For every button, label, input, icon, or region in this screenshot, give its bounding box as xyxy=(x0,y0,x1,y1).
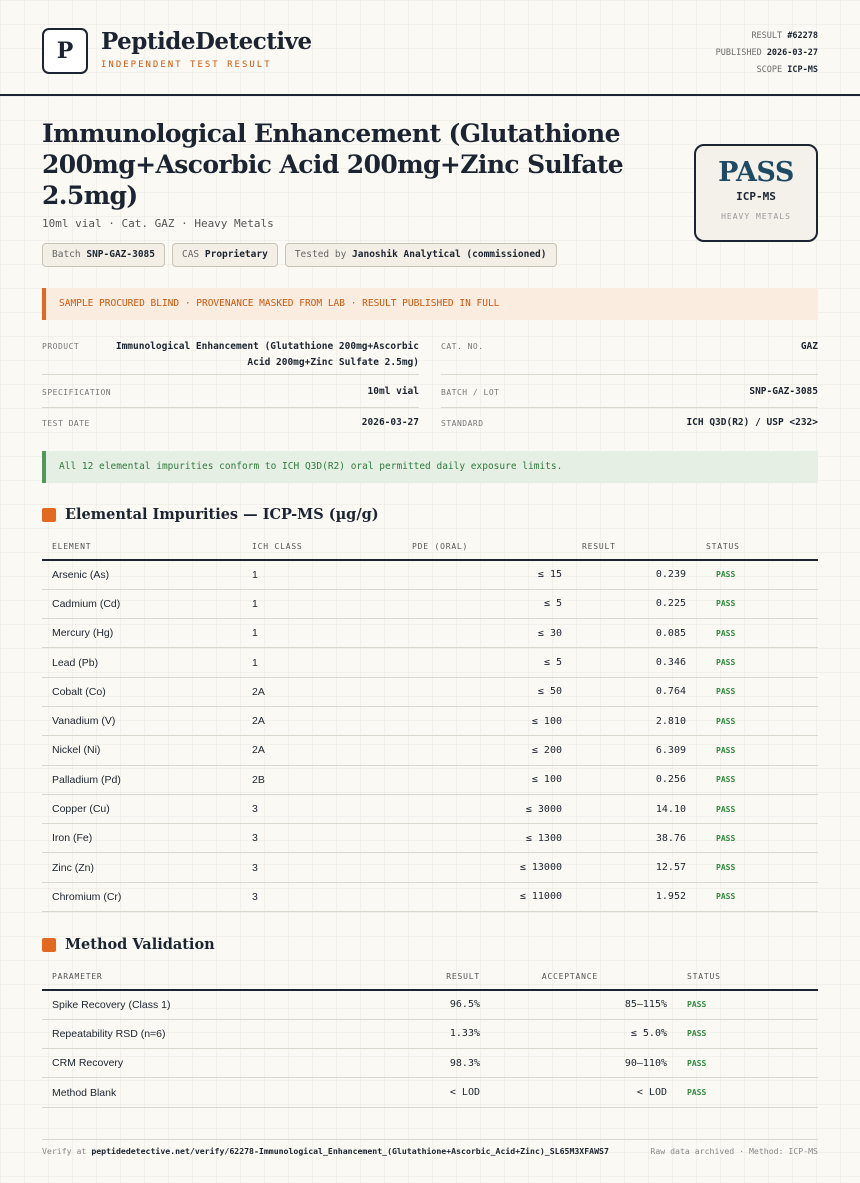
result-value: 0.085 xyxy=(572,619,696,648)
result-value: 2.810 xyxy=(572,706,696,735)
parameter-name: Repeatability RSD (n=6) xyxy=(42,1019,369,1048)
status-badge: PASS xyxy=(696,648,818,677)
element-name: Arsenic (As) xyxy=(42,560,242,589)
col-pde: PDE (ORAL) xyxy=(402,534,572,560)
acceptance-range: 85–115% xyxy=(490,990,677,1019)
pde-limit: ≤ 1300 xyxy=(402,824,572,853)
col-parameter: PARAMETER xyxy=(42,964,369,990)
ich-class: 2A xyxy=(242,706,402,735)
conformance-notice: All 12 elemental impurities conform to ICH Q3D(R2) oral permitted daily exposure limits. xyxy=(42,451,818,483)
table-row xyxy=(42,560,818,589)
pde-limit: ≤ 100 xyxy=(402,706,572,735)
element-name: Vanadium (V) xyxy=(42,706,242,735)
element-name: Mercury (Hg) xyxy=(42,619,242,648)
table-row xyxy=(42,1019,818,1048)
info-batch-lot: BATCH / LOT SNP-GAZ-3085 xyxy=(441,384,818,408)
meta-published: PUBLISHED 2026-03-27 xyxy=(715,48,818,58)
pde-limit: ≤ 3000 xyxy=(402,794,572,823)
table-row xyxy=(42,736,818,765)
info-test-date: TEST DATE 2026-03-27 xyxy=(42,417,419,428)
status-badge: PASS xyxy=(696,619,818,648)
ich-class: 3 xyxy=(242,853,402,882)
ich-class: 1 xyxy=(242,619,402,648)
acceptance-range: < LOD xyxy=(490,1078,677,1107)
result-value: 0.346 xyxy=(572,648,696,677)
page-subtitle: 10ml vial · Cat. GAZ · Heavy Metals xyxy=(42,217,274,230)
meta-scope: SCOPE ICP-MS xyxy=(756,65,818,75)
parameter-name: CRM Recovery xyxy=(42,1049,369,1078)
badge-method: ICP-MS xyxy=(736,190,776,203)
badge-result: PASS xyxy=(718,157,794,188)
status-badge: PASS xyxy=(696,853,818,882)
element-name: Iron (Fe) xyxy=(42,824,242,853)
acceptance-range: 90–110% xyxy=(490,1049,677,1078)
header xyxy=(0,0,860,96)
table-row xyxy=(42,648,818,677)
verify-link[interactable]: peptidedetective.net/verify/62278-Immunological_Enhancement_(Glutathione+Ascorbic_Acid+Zinc)_SL65M3XFAWS7 xyxy=(91,1146,609,1156)
status-badge: PASS xyxy=(696,589,818,618)
verify-line: Verify at peptidedetective.net/verify/62278-Immunological_Enhancement_(Glutathione+Ascorbic_Acid+Zinc)_SL65M3XFAWS7 xyxy=(42,1146,609,1156)
element-name: Copper (Cu) xyxy=(42,794,242,823)
section-marker-icon xyxy=(42,508,56,522)
result-value: 0.239 xyxy=(572,560,696,589)
status-badge: PASS xyxy=(696,765,818,794)
table-row xyxy=(42,589,818,618)
section-marker-icon xyxy=(42,938,56,952)
result-value: 6.309 xyxy=(572,736,696,765)
archive-note: Raw data archived · Method: ICP-MS xyxy=(650,1146,818,1156)
meta-result: RESULT #62278 xyxy=(751,31,818,41)
col-result: RESULT xyxy=(572,534,696,560)
ich-class: 2A xyxy=(242,736,402,765)
table-row xyxy=(42,824,818,853)
pde-limit: ≤ 5 xyxy=(402,589,572,618)
pde-limit: ≤ 13000 xyxy=(402,853,572,882)
validation-result: < LOD xyxy=(369,1078,490,1107)
blind-notice: SAMPLE PROCURED BLIND · PROVENANCE MASKED FROM LAB · RESULT PUBLISHED IN FULL xyxy=(42,288,818,320)
info-standard: STANDARD ICH Q3D(R2) / USP <232> xyxy=(441,417,818,428)
table-row xyxy=(42,882,818,911)
result-value: 1.952 xyxy=(572,882,696,911)
col-acceptance: ACCEPTANCE xyxy=(490,964,677,990)
ich-class: 2B xyxy=(242,765,402,794)
result-value: 14.10 xyxy=(572,794,696,823)
ich-class: 1 xyxy=(242,560,402,589)
result-value: 38.76 xyxy=(572,824,696,853)
validation-result: 98.3% xyxy=(369,1049,490,1078)
impurities-header-row xyxy=(42,534,818,560)
ich-class: 1 xyxy=(242,589,402,618)
parameter-name: Method Blank xyxy=(42,1078,369,1107)
ich-class: 3 xyxy=(242,824,402,853)
badge-scope: HEAVY METALS xyxy=(721,212,791,221)
element-name: Cadmium (Cd) xyxy=(42,589,242,618)
element-name: Nickel (Ni) xyxy=(42,736,242,765)
result-value: 0.256 xyxy=(572,765,696,794)
col-ich-class: ICH CLASS xyxy=(242,534,402,560)
acceptance-range: ≤ 5.0% xyxy=(490,1019,677,1048)
result-value: 0.225 xyxy=(572,589,696,618)
pde-limit: ≤ 11000 xyxy=(402,882,572,911)
validation-heading: Method Validation xyxy=(42,936,215,953)
ich-class: 3 xyxy=(242,882,402,911)
pass-badge xyxy=(694,144,818,242)
element-name: Lead (Pb) xyxy=(42,648,242,677)
parameter-name: Spike Recovery (Class 1) xyxy=(42,990,369,1019)
ich-class: 1 xyxy=(242,648,402,677)
pill-row xyxy=(42,243,557,267)
status-badge: PASS xyxy=(677,1019,818,1048)
table-row xyxy=(42,990,818,1019)
impurities-table xyxy=(42,534,818,912)
element-name: Chromium (Cr) xyxy=(42,882,242,911)
ich-class: 3 xyxy=(242,794,402,823)
element-name: Zinc (Zn) xyxy=(42,853,242,882)
status-badge: PASS xyxy=(677,1049,818,1078)
table-row xyxy=(42,794,818,823)
pde-limit: ≤ 30 xyxy=(402,619,572,648)
col-val-result: RESULT xyxy=(369,964,490,990)
validation-result: 1.33% xyxy=(369,1019,490,1048)
tested-by-pill: Tested by Janoshik Analytical (commissioned) xyxy=(285,243,557,267)
table-row xyxy=(42,853,818,882)
col-element: ELEMENT xyxy=(42,534,242,560)
info-product: PRODUCT Immunological Enhancement (Glutathione 200mg+Ascorbic Acid 200mg+Zinc Sulfate 2.5mg) xyxy=(42,336,419,375)
table-row xyxy=(42,619,818,648)
batch-pill: Batch SNP-GAZ-3085 xyxy=(42,243,165,267)
col-val-status: STATUS xyxy=(677,964,818,990)
pde-limit: ≤ 15 xyxy=(402,560,572,589)
result-value: 12.57 xyxy=(572,853,696,882)
table-row xyxy=(42,677,818,706)
brand-tagline: INDEPENDENT TEST RESULT xyxy=(101,60,272,70)
pde-limit: ≤ 50 xyxy=(402,677,572,706)
status-badge: PASS xyxy=(696,560,818,589)
footer xyxy=(42,1139,818,1156)
table-row xyxy=(42,1049,818,1078)
result-value: 0.764 xyxy=(572,677,696,706)
status-badge: PASS xyxy=(696,824,818,853)
report-meta xyxy=(716,28,818,79)
status-badge: PASS xyxy=(696,882,818,911)
info-specification: SPECIFICATION 10ml vial xyxy=(42,384,419,408)
brand-name[interactable]: PeptideDetective xyxy=(101,28,312,55)
page-title: Immunological Enhancement (Glutathione 200mg+Ascorbic Acid 200mg+Zinc Sulfate 2.5mg) xyxy=(42,119,624,210)
table-row xyxy=(42,765,818,794)
ich-class: 2A xyxy=(242,677,402,706)
validation-header-row xyxy=(42,964,818,990)
status-badge: PASS xyxy=(677,1078,818,1107)
status-badge: PASS xyxy=(696,677,818,706)
impurities-heading: Elemental Impurities — ICP-MS (µg/g) xyxy=(42,506,379,523)
validation-table xyxy=(42,964,818,1108)
status-badge: PASS xyxy=(696,736,818,765)
element-name: Palladium (Pd) xyxy=(42,765,242,794)
status-badge: PASS xyxy=(677,990,818,1019)
cas-pill: CAS Proprietary xyxy=(172,243,278,267)
brand-logo[interactable]: P xyxy=(42,28,88,74)
pde-limit: ≤ 200 xyxy=(402,736,572,765)
status-badge: PASS xyxy=(696,794,818,823)
element-name: Cobalt (Co) xyxy=(42,677,242,706)
validation-result: 96.5% xyxy=(369,990,490,1019)
table-row xyxy=(42,1078,818,1107)
pde-limit: ≤ 5 xyxy=(402,648,572,677)
col-status: STATUS xyxy=(696,534,818,560)
pde-limit: ≤ 100 xyxy=(402,765,572,794)
status-badge: PASS xyxy=(696,706,818,735)
table-row xyxy=(42,706,818,735)
info-cat-no: CAT. NO. GAZ xyxy=(441,336,818,375)
